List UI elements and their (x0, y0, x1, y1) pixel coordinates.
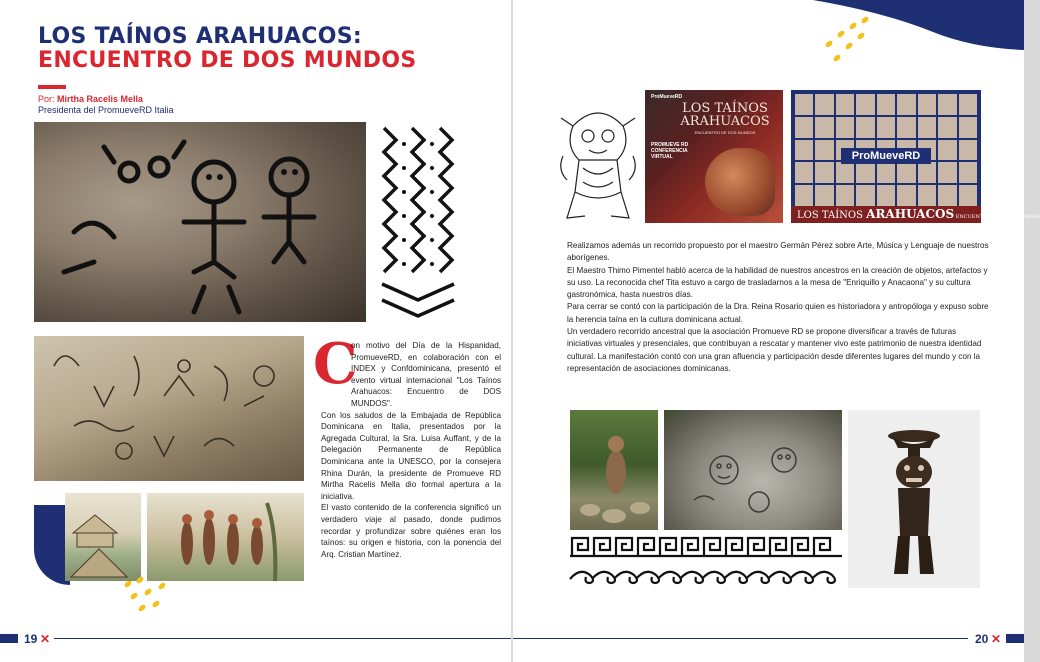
magazine-page-left (0, 0, 511, 662)
participant-tile (938, 162, 956, 183)
poster-clay-figure (705, 148, 775, 216)
article-title-line2: ENCUENTRO DE DOS MUNDOS (38, 48, 417, 73)
petroglyph-rock-photo (664, 410, 842, 530)
article-title (38, 25, 417, 73)
poster-organizer (651, 142, 688, 160)
participant-tile (877, 185, 895, 206)
participant-tile (815, 185, 833, 206)
participant-tile (877, 117, 895, 138)
participant-tile (959, 162, 977, 183)
page-number: 19 (24, 632, 38, 646)
poster-title-line2: ARAHUACOS (680, 114, 770, 129)
zigzag-pattern (378, 124, 458, 320)
decorative-yellow-dots (813, 14, 873, 68)
participant-tile (918, 162, 936, 183)
paragraph: El vasto contenido de la conferencia significó un verdadero viaje al pasado, donde pudimos recordar y profundizar sobre quiénes eran los taínos: su origen e historia, con la ponencia del Arq. Cristian Martínez. (321, 503, 501, 559)
poster-brand: ProMueveRD (651, 94, 683, 100)
wave-border (570, 565, 842, 585)
participant-tile (877, 162, 895, 183)
participant-tile (897, 117, 915, 138)
participant-tile (795, 162, 813, 183)
participant-tile (815, 140, 833, 161)
article-body-right (567, 240, 993, 375)
paragraph: Con los saludos de la Embajada de República Dominicana en Italia, presentados por la Agregada Cultural, la Sra. Luisa Auffant, y de la Delegación Permanente de República Dominicana ante la UNESCO, por la consejera Rhina Durán, la presidente de Promueve RD Mirtha Racelis Mella dio formal apertura a la iniciativa. (321, 410, 501, 501)
author-name: Mirtha Racelis Mella (57, 94, 144, 104)
article-title-line1: LOS TAÍNOS ARAHUACOS: (38, 24, 362, 49)
participant-tile (959, 117, 977, 138)
poster-org-line2: CONFERENCIA (651, 148, 688, 154)
participant-tile (795, 94, 813, 115)
participant-tile (815, 94, 833, 115)
historical-engraving-encounter (147, 493, 304, 581)
zoom-caption-small: ENCUENTRO DE DOS MUNDOS (954, 214, 1040, 220)
decorative-yellow-dots (120, 574, 170, 618)
paragraph: El Maestro Thimo Pimentel habló acerca de la habilidad de nuestros ancestros en la creación de objetos, artefactos y su uso. La reconocida chef Tita estuvo a cargo de trasladarnos a la mesa de "Enriquillo y Anacaona" y su cultura gastronómica, hasta nuestros días. (567, 265, 988, 300)
participant-tile (856, 117, 874, 138)
participant-tile (815, 162, 833, 183)
participant-tile (938, 94, 956, 115)
hut-engraving (65, 493, 141, 581)
zoom-caption-big: ARAHUACOS (866, 207, 955, 221)
article-body-left (321, 340, 501, 560)
footer-bar (1006, 634, 1024, 643)
participant-tile (795, 117, 813, 138)
participant-tile (938, 117, 956, 138)
participant-tile (856, 185, 874, 206)
event-poster (645, 90, 783, 223)
cave-wall-engravings (34, 336, 304, 481)
video-conference-screenshot (791, 90, 1040, 223)
zoom-brand-label: ProMueveRD (841, 148, 931, 164)
paragraph: Para cerrar se contó con la participación de la Dra. Reina Rosario quien es historiadora y antropóloga y expuso sobre la herencia taína en la cultura dominicana actual. (567, 302, 989, 324)
poster-subtitle: ENCUENTRO DE DOS MUNDOS (694, 130, 756, 135)
participant-tile (856, 162, 874, 183)
participant-tile (795, 185, 813, 206)
footer-x-icon: ✕ (991, 632, 1002, 646)
footer-bar (0, 634, 18, 643)
petroglyph-figures (34, 122, 366, 322)
encounter-engraving (147, 493, 304, 581)
participant-tile (918, 185, 936, 206)
poster-org-line3: VIRTUAL (651, 154, 673, 160)
byline-prefix: Por: (38, 94, 58, 104)
participant-tile (897, 162, 915, 183)
paragraph: Un verdadero recorrido ancestral que la asociación Promueve RD se propone diversificar a través de futuras iniciativas virtuales y presenciales, que contribuyan a rescatar y mantener vivo este patrimonio de nuestra identidad cultural. La manifestación contó con una gran afluencia y participación desde diferentes lugares del mundo y con la representación de asociaciones dominicanas. (567, 327, 982, 373)
footer-rule (513, 638, 968, 639)
participant-tile (897, 185, 915, 206)
poster-org-line1: PROMUEVE RD (651, 142, 689, 148)
page-number: 20 (975, 632, 989, 646)
taino-idol-drawing (553, 96, 643, 224)
participant-tile (938, 140, 956, 161)
magazine-page-right (513, 0, 1040, 662)
zoom-caption-prefix: LOS TAÍNOS (797, 210, 867, 221)
paragraph: Realizamos además un recorrido propuesto por el maestro Germán Pérez sobre Arte, Música y Lenguaje de nuestros aborígenes. (567, 241, 989, 263)
zoom-caption (791, 206, 1040, 223)
participant-tile (836, 94, 854, 115)
wooden-statue (858, 426, 970, 578)
paragraph: on motivo del Día de la Hispanidad, PromueveRD, en colaboración con el INDEX y Confdominicana, presentó el evento virtual internacional "Los Taínos Arahuacos: Encuentro de DOS MUNDOS". (351, 341, 501, 408)
drop-cap: C (313, 331, 358, 397)
footer-rule (54, 638, 511, 639)
participant-tile (836, 185, 854, 206)
participant-tile (918, 94, 936, 115)
taino-figure-garden-photo (570, 410, 658, 530)
participant-tile (815, 117, 833, 138)
historical-engraving-huts (65, 493, 141, 581)
cave-petroglyph-photo (34, 122, 366, 322)
participant-tile (959, 94, 977, 115)
rock-carvings (664, 410, 842, 530)
cave-wall-photo (34, 336, 304, 481)
participant-tile (877, 94, 895, 115)
poster-title-line1: LOS TAÍNOS (682, 101, 768, 116)
participant-tile (897, 94, 915, 115)
participant-tile (938, 185, 956, 206)
participant-tile (918, 117, 936, 138)
participant-tile (959, 185, 977, 206)
garden-figure (570, 410, 658, 530)
participant-tile (836, 117, 854, 138)
participant-tile (836, 162, 854, 183)
poster-title (675, 102, 775, 128)
participant-tile (959, 140, 977, 161)
footer-x-icon: ✕ (40, 632, 51, 646)
participant-tile (856, 94, 874, 115)
participant-tile (795, 140, 813, 161)
byline (38, 94, 174, 116)
title-underline (38, 85, 66, 89)
greek-key-border (570, 536, 842, 558)
author-role: Presidenta del PromueveRD Italia (38, 105, 174, 115)
